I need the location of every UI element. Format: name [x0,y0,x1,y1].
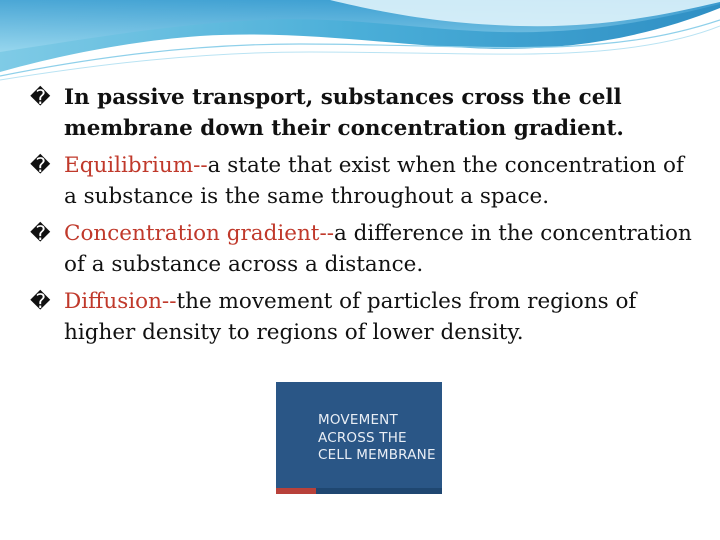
term-diffusion: Diffusion-- [64,289,177,314]
bullet-marker-icon: � [30,289,51,313]
definition-equilibrium: a state that exist when the concentration of a substance is the same throughout a space. [64,153,684,209]
bullet-equilibrium [30,150,700,212]
bullet-text: In passive transport, substances cross the cell membrane down their concentration gradient. [64,85,624,141]
term-concentration-gradient: Concentration gradient-- [64,221,334,246]
bullet-concentration-gradient [30,218,700,280]
header-wave-decoration [0,0,720,90]
bullet-list [30,82,700,354]
bullet-marker-icon: � [30,153,51,177]
figure-accent-red [276,488,316,494]
figure-caption: MOVEMENT ACROSS THE CELL MEMBRANE [318,412,436,463]
definition-concentration-gradient: a difference in the concentration of a substance across a distance. [64,221,692,277]
figure-accent-blue [316,488,442,494]
bullet-passive-transport [30,82,700,144]
bullet-marker-icon: � [30,85,51,109]
bullet-marker-icon: � [30,221,51,245]
definition-diffusion: the movement of particles from regions of higher density to regions of lower density. [64,289,637,345]
bullet-diffusion [30,286,700,348]
movement-across-membrane-image [276,382,442,494]
term-equilibrium: Equilibrium-- [64,153,208,178]
